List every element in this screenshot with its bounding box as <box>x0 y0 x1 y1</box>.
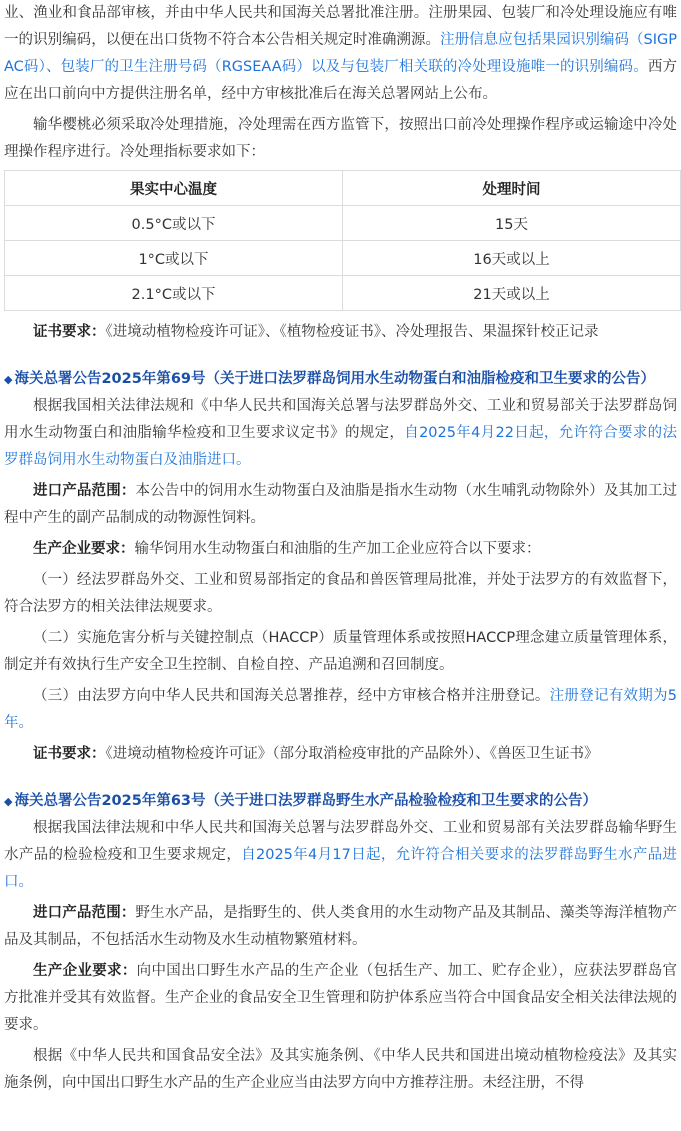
announcement-63-scope <box>4 900 677 954</box>
intro-text: 根据我国法律法规和中华人民共和国海关总署与法罗群岛外交、工业和贸易部有关法罗群岛输华野生水产品的检验检疫和卫生要求规定， <box>4 820 677 863</box>
table-header-row <box>5 171 681 206</box>
requirement-item-1: （一）经法罗群岛外交、工业和贸易部指定的食品和兽医管理局批准，并处于法罗方的有效监督下，符合法罗方的相关法律法规要求。 <box>4 572 677 615</box>
registration-text-c: 西方应在出口前向中方提供注册名单，经中方审核批准后在海关总署网站上公布。 <box>4 59 677 102</box>
producer-label: 生产企业要求： <box>33 541 135 557</box>
table-header-cell: 处理时间 <box>343 171 681 206</box>
table-row <box>5 206 681 241</box>
intro-highlight: 自2025年4月17日起，允许符合相关要求的法罗群岛野生水产品进口。 <box>4 847 678 890</box>
announcement-69-title-text: 海关总署公告2025年第69号（关于进口法罗群岛饲用水生动物蛋白和油脂检疫和卫生要求的公告） <box>14 371 655 387</box>
diamond-bullet-icon: ◆ <box>4 795 13 808</box>
announcement-63-intro <box>4 815 677 896</box>
certificate-requirements-1 <box>4 319 677 346</box>
table-cell-duration: 16天或以上 <box>343 241 681 276</box>
scope-text: 本公告中的饲用水生动物蛋白及油脂是指水生动物（水生哺乳动物除外）及其加工过程中产生的副产品制成的动物源性饲料。 <box>4 483 678 526</box>
announcement-63-title-text: 海关总署公告2025年第63号（关于进口法罗群岛野生水产品检验检疫和卫生要求的公告） <box>14 793 598 809</box>
requirement-item-2: （二）实施危害分析与关键控制点（HACCP）质量管理体系或按照HACCP理念建立质量管理体系，制定并有效执行生产安全卫生控制、自检自控、产品追溯和召回制度。 <box>4 630 677 673</box>
certificate-label: 证书要求： <box>33 746 106 762</box>
announcement-69-title <box>4 366 677 393</box>
certificate-label: 证书要求： <box>33 324 106 340</box>
announcement-63-producer <box>4 958 677 1039</box>
requirement-item-3 <box>4 683 677 737</box>
announcement-69-producer <box>4 536 677 563</box>
producer-text: 输华饲用水生动物蛋白和油脂的生产加工企业应符合以下要求： <box>134 541 541 557</box>
item3-highlight: 注册登记有效期为5年。 <box>4 688 677 731</box>
item3-text: （三）由法罗方向中华人民共和国海关总署推荐，经中方审核合格并注册登记。 <box>33 688 550 704</box>
table-cell-temperature: 1°C或以下 <box>5 241 343 276</box>
announcement-69-intro <box>4 393 677 474</box>
table-cell-temperature: 0.5°C或以下 <box>5 206 343 241</box>
table-cell-duration: 15天 <box>343 206 681 241</box>
paragraph-registration <box>4 0 677 108</box>
table-header-cell: 果实中心温度 <box>5 171 343 206</box>
certificate-text: 《进境动植物检疫许可证》（部分取消检疫审批的产品除外）、《兽医卫生证书》 <box>105 746 599 762</box>
announcement-69-scope <box>4 478 677 532</box>
scope-label: 进口产品范围： <box>33 483 136 499</box>
cold-treatment-table <box>4 170 681 311</box>
intro-text: 根据我国相关法律法规和《中华人民共和国海关总署与法罗群岛外交、工业和贸易部关于法罗群岛饲用水生动物蛋白和油脂输华检疫和卫生要求议定书》的规定， <box>4 398 677 441</box>
paragraph-cold-treatment: 输华樱桃必须采取冷处理措施，冷处理需在西方监管下，按照出口前冷处理操作程序或运输途中冷处理操作程序进行。冷处理指标要求如下： <box>4 117 677 160</box>
intro-highlight: 自2025年4月22日起，允许符合要求的法罗群岛饲用水生动物蛋白及油脂进口。 <box>4 425 678 468</box>
table-cell-duration: 21天或以上 <box>343 276 681 311</box>
table-row <box>5 241 681 276</box>
producer-text: 向中国出口野生水产品的生产企业（包括生产、加工、贮存企业），应获法罗群岛官方批准并受其有效监督。生产企业的食品安全卫生管理和防护体系应当符合中国食品安全相关法律法规的要求。 <box>4 963 678 1033</box>
announcement-63-title <box>4 788 677 815</box>
certificate-requirements-2 <box>4 741 677 768</box>
table-row <box>5 276 681 311</box>
announcement-63-registration: 根据《中华人民共和国食品安全法》及其实施条例、《中华人民共和国进出境动植物检疫法》及其实施条例，向中国出口野生水产品的生产企业应当由法罗方向中方推荐注册。未经注册，不得 <box>4 1048 677 1091</box>
diamond-bullet-icon: ◆ <box>4 373 13 386</box>
table-cell-temperature: 2.1°C或以下 <box>5 276 343 311</box>
scope-label: 进口产品范围： <box>33 905 136 921</box>
registration-text-a: 业、渔业和食品部审核，并由中华人民共和国海关总署批准注册。注册果园、包装厂和冷处理设施应有唯一的识别编码，以便在出口货物不符合本公告相关规定时准确溯源。 <box>4 5 677 48</box>
certificate-text: 《进境动植物检疫许可证》、《植物检疫证书》、冷处理报告、果温探针校正记录 <box>105 324 599 340</box>
producer-label: 生产企业要求： <box>33 963 137 979</box>
scope-text: 野生水产品，是指野生的、供人类食用的水生动物产品及其制品、藻类等海洋植物产品及其制品，不包括活水生动物及水生动植物繁殖材料。 <box>4 905 678 948</box>
registration-info-highlight: 注册信息应包括果园识别编码（SIGPAC码）、包装厂的卫生注册号码（RGSEAA码）以及与包装厂相关联的冷处理设施唯一的识别编码。 <box>4 32 677 75</box>
